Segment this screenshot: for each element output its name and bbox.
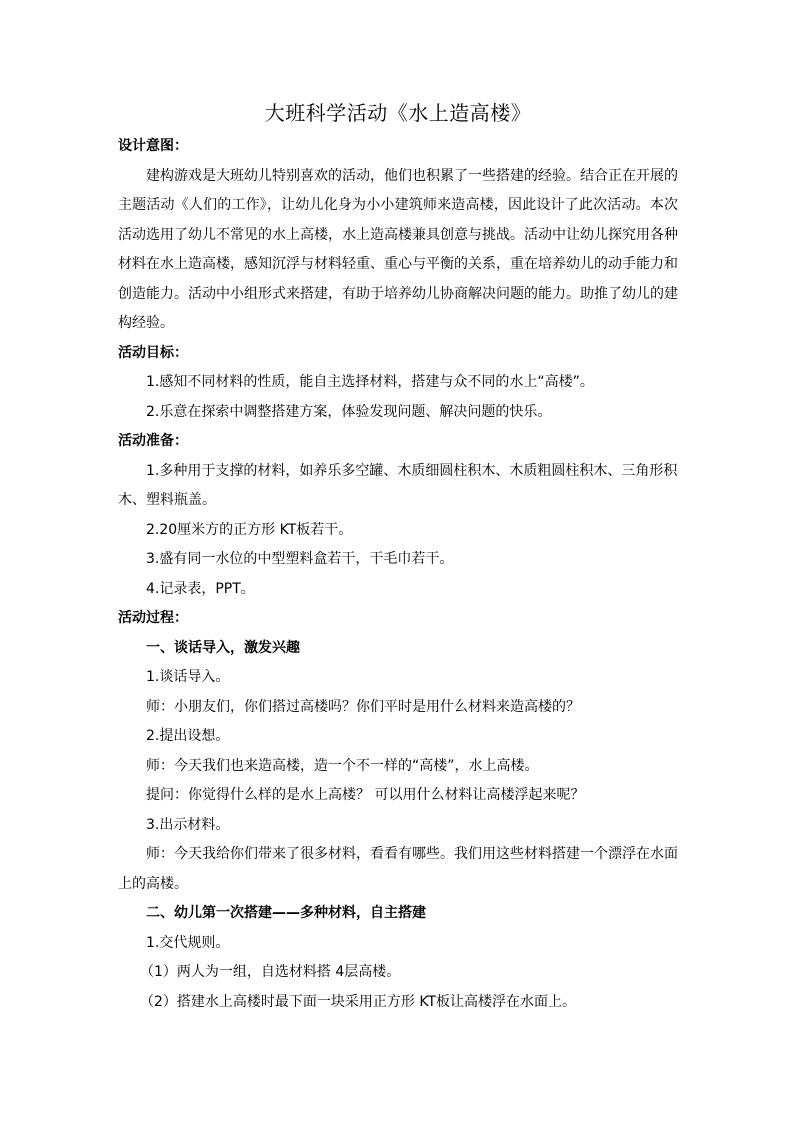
part2-subline-2: （2）搭建水上高楼时最下面一块采用正方形 KT板让高楼浮在水面上。 [140, 993, 577, 1010]
part2-line-1: 1.交代规则。 [146, 934, 230, 951]
process-part1-title: 一、谈话导入，激发兴趣 [146, 639, 300, 656]
document-page [118, 98, 678, 1017]
part1-line-1: 1.谈话导入。 [146, 669, 230, 685]
part1-line-6: 3.出示材料。 [146, 816, 230, 833]
prep-item-1: 1.多种用于支撑的材料，如养乐多空罐、木质细圆柱积木、木质粗圆柱积木、三角形积木、塑料瓶盖。 [118, 462, 678, 508]
document-title: 大班科学活动《水上造高楼》 [264, 101, 532, 125]
part1-line-5: 提问：你觉得什么样的是水上高楼？ 可以用什么材料让高楼浮起来呢？ [146, 787, 585, 803]
process-heading: 活动过程： [118, 610, 188, 626]
prep-heading: 活动准备： [118, 433, 188, 449]
goal-item-2: 2.乐意在探索中调整搭建方案，体验发现问题、解决问题的快乐。 [146, 403, 552, 420]
part2-subline-1: （1）两人为一组，自选材料搭 4层高楼。 [140, 964, 401, 980]
design-heading: 设计意图： [118, 138, 188, 154]
prep-item-4: 4.记录表，PPT。 [146, 580, 255, 597]
design-paragraph: 建构游戏是大班幼儿特别喜欢的活动，他们也积累了一些搭建的经验。结合正在开展的主题活动《人们的工作》，让幼儿化身为小小建筑师来造高楼，因此设计了此次活动。本次活动选用了幼儿不常见的水上高楼，水上造高楼兼具创意与挑战。活动中让幼儿探究用各种材料在水上造高楼，感知沉浮与材料轻重、重心与平衡的关系，重在培养幼儿的动手能力和创造能力。活动中小组形式来搭建，有助于培养幼儿协商解决问题的能力。助推了幼儿的建构经验。 [118, 167, 678, 331]
part1-line-3: 2.提出设想。 [146, 728, 230, 744]
goal-item-1: 1.感知不同材料的性质，能自主选择材料，搭建与众不同的水上“高楼”。 [146, 374, 594, 390]
part1-line-2: 师：小朋友们，你们搭过高楼吗？你们平时是用什么材料来造高楼的？ [146, 698, 580, 715]
prep-item-2: 2.20厘米方的正方形 KT板若干。 [146, 521, 353, 538]
prep-item-3: 3.盛有同一水位的中型塑料盒若干，干毛巾若干。 [146, 551, 454, 567]
part1-line-7: 师：今天我给你们带来了很多材料，看看有哪些。我们用这些材料搭建一个漂浮在水面上的高楼。 [118, 846, 678, 892]
part1-line-4: 师：今天我们也来造高楼，造一个不一样的“高楼”，水上高楼。 [146, 757, 539, 774]
goals-heading: 活动目标： [118, 344, 188, 361]
process-part2-title: 二、幼儿第一次搭建——多种材料，自主搭建 [146, 905, 426, 921]
